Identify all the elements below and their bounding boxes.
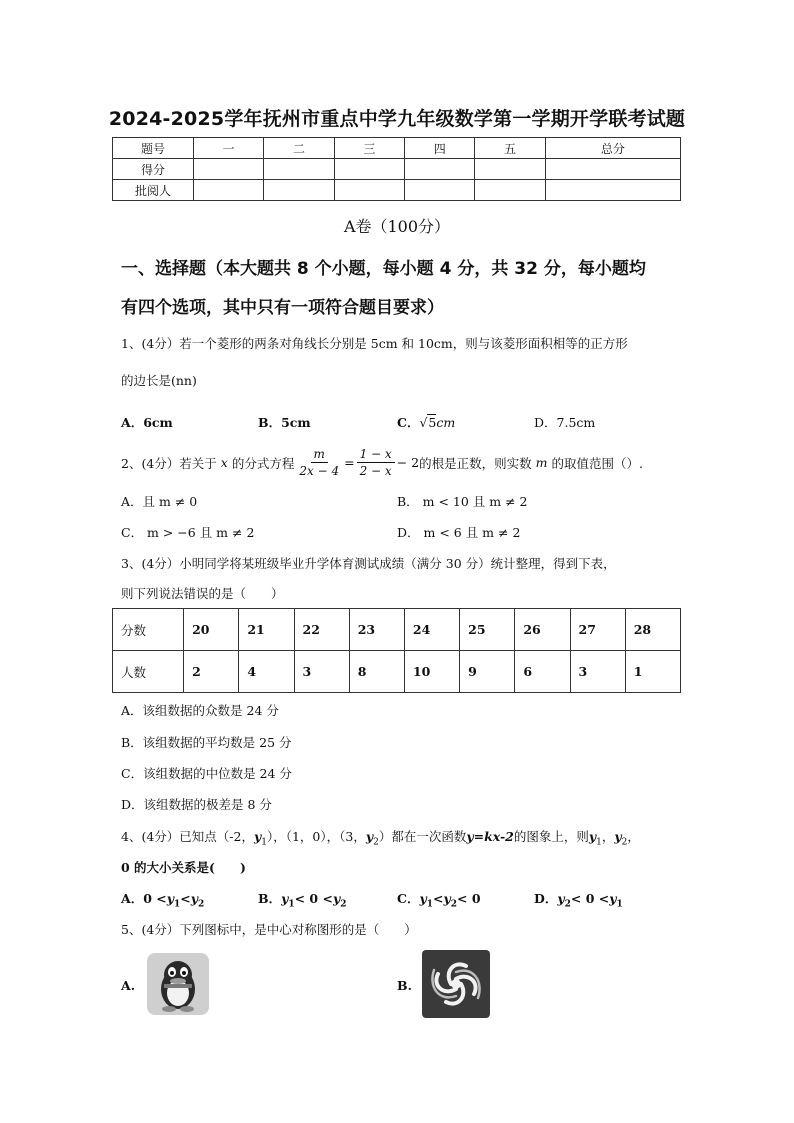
q2-option-a: A．且 m ≠ 0 (121, 494, 198, 509)
score-table-cell (475, 159, 545, 180)
table-cell: 24 (404, 609, 459, 651)
q4-y: y (253, 829, 262, 844)
score-table-cell: 批阅人 (113, 180, 194, 201)
q4-y: y (588, 829, 597, 844)
q1-option-c-unit: cm (436, 415, 456, 430)
score-table-cell (475, 180, 545, 201)
table-cell: 21 (239, 609, 294, 651)
q4-opt-d-label: D． (534, 891, 558, 906)
q4-y: y (609, 891, 617, 906)
q2-suffix1: 的根是正数，则实数 (419, 455, 532, 471)
table-cell: 8 (349, 651, 404, 693)
table-cell: 4 (239, 651, 294, 693)
q2-minus2: − 2 (396, 455, 420, 470)
q4-option-d (534, 889, 623, 910)
volume-label: A卷（100分） (343, 217, 451, 236)
q2-equals: = (344, 455, 355, 470)
q4-opt-a-label: A．0 < (121, 891, 167, 906)
score-table-row (113, 180, 681, 201)
q2-option-c: C． m > −6 且 m ≠ 2 (121, 525, 255, 540)
q2-fraction-2 (357, 446, 395, 479)
q2-var-m: m (535, 455, 548, 470)
q4-lt: < (432, 891, 444, 906)
q2-mid: 的分式方程 (231, 455, 295, 471)
score-table-cell (334, 159, 404, 180)
table-cell: 1 (625, 651, 680, 693)
table-cell: 23 (349, 609, 404, 651)
q4-y: y (614, 829, 622, 844)
table-cell: 20 (184, 609, 239, 651)
q4-sub: 1 (426, 899, 433, 910)
q3-score-table (112, 608, 681, 693)
q4-stem-line1 (121, 827, 640, 848)
q4-y: y (332, 891, 341, 906)
section-heading-line1: 一、选择题（本大题共 8 个小题，每小题 4 分，共 32 分，每小题均 (121, 259, 646, 279)
q4-lt0: < 0 (457, 891, 481, 906)
q4-lt0b: < 0 < (294, 891, 333, 906)
q2-var-x: x (220, 455, 228, 470)
q4-sub: 2 (373, 837, 379, 848)
q4-y: y (190, 891, 199, 906)
sqrt-symbol: √ (419, 415, 428, 430)
q4-part4: 的图象上，则 (513, 829, 589, 844)
table-cell: 3 (294, 651, 349, 693)
score-table-cell: 题号 (113, 138, 194, 159)
q4-option-b (258, 889, 347, 910)
q1-stem-line2: 的边长是(nn) (121, 373, 197, 388)
q2-fraction-1-num: m (311, 446, 328, 463)
q4-part1: 4、(4分）已知点（-2， (121, 829, 254, 844)
score-table-cell: 四 (405, 138, 475, 159)
score-table (112, 137, 681, 201)
table-cell: 22 (294, 609, 349, 651)
q4-y: y (419, 891, 427, 906)
q3-table-row-counts (113, 651, 681, 693)
q4-part2: ），（1，0），（3， (266, 829, 366, 844)
q4-sub: 1 (616, 899, 623, 910)
q1-option-c (397, 413, 455, 431)
q4-option-a (121, 889, 204, 910)
q4-sub: 1 (174, 899, 181, 910)
q2-option-d: D． m < 6 且 m ≠ 2 (397, 525, 521, 540)
q4-y: y (166, 891, 174, 906)
score-table-cell: 一 (194, 138, 264, 159)
q4-sub: 2 (340, 899, 347, 910)
score-table-header-row (113, 138, 681, 159)
q1-option-c-radicand: 5 (428, 415, 437, 430)
q4-sub: 2 (564, 899, 571, 910)
q2-stem (121, 446, 643, 479)
q4-opt-b-label: B． (258, 891, 282, 906)
q4-y: y (443, 891, 451, 906)
q4-lt0b: < 0 < (570, 891, 610, 906)
table-cell: 2 (184, 651, 239, 693)
score-table-cell (334, 180, 404, 201)
q2-fraction-1 (296, 446, 342, 479)
table-cell: 人数 (113, 651, 184, 693)
q4-y: y (557, 891, 565, 906)
table-cell: 25 (460, 609, 515, 651)
q4-option-c (397, 889, 481, 910)
q3-stem-line1: 3、(4分）小明同学将某班级毕业升学体育测试成绩（满分 30 分）统计整理，得到下表， (121, 556, 616, 571)
q3-option-c: C．该组数据的中位数是 24 分 (121, 766, 292, 781)
q1-option-c-label: C． (397, 415, 420, 430)
q2-fraction-2-den: 2 − x (359, 464, 392, 478)
q4-function: y=kx-2 (466, 829, 514, 844)
q5-option-a: A. (121, 978, 136, 993)
section-heading-line2: 有四个选项，其中只有一项符合题目要求） (121, 298, 444, 318)
score-table-cell: 二 (264, 138, 334, 159)
q4-sub: 2 (450, 899, 457, 910)
q2-suffix2: 的取值范围（）. (551, 455, 643, 471)
q4-comma: ， (627, 829, 640, 844)
q4-y: y (365, 829, 374, 844)
q4-sub: 1 (596, 837, 602, 848)
q4-sub: 1 (261, 837, 267, 848)
page-title: 2024-2025学年抚州市重点中学九年级数学第一学期开学联考试题 (108, 108, 686, 130)
q4-sub: 1 (288, 899, 295, 910)
q3-table-row-scores (113, 609, 681, 651)
score-table-cell: 得分 (113, 159, 194, 180)
q4-sub: 2 (198, 899, 205, 910)
q4-part3: ）都在一次函数 (378, 829, 467, 844)
table-cell: 28 (625, 609, 680, 651)
q1-option-b: B．5cm (258, 415, 311, 430)
q5-stem: 5、(4分）下列图标中，是中心对称图形的是（ ） (121, 922, 417, 937)
q3-option-d: D．该组数据的极差是 8 分 (121, 797, 272, 812)
score-table-cell: 三 (334, 138, 404, 159)
table-cell: 26 (515, 609, 570, 651)
score-table-cell (194, 180, 264, 201)
table-cell: 分数 (113, 609, 184, 651)
q4-comma: ， (601, 829, 615, 844)
q2-fraction-1-den: 2x − 4 (299, 464, 340, 478)
spiral-icon (422, 950, 490, 1018)
score-table-cell: 总分 (545, 138, 680, 159)
table-cell: 6 (515, 651, 570, 693)
q4-lt: < (180, 891, 191, 906)
q2-option-b: B． m < 10 且 m ≠ 2 (397, 494, 528, 509)
score-table-cell (545, 180, 680, 201)
q3-option-a: A．该组数据的众数是 24 分 (121, 703, 279, 718)
q2-fraction-2-num: 1 − x (357, 446, 395, 463)
q1-option-d: D．7.5cm (534, 415, 596, 430)
score-table-cell (264, 180, 334, 201)
score-table-cell (194, 159, 264, 180)
table-cell: 10 (404, 651, 459, 693)
table-cell: 27 (570, 609, 625, 651)
q4-y: y (281, 891, 289, 906)
q1-option-a: A．6cm (121, 415, 173, 430)
table-cell: 9 (460, 651, 515, 693)
q1-stem-line1: 1、(4分）若一个菱形的两条对角线长分别是 5cm 和 10cm，则与该菱形面积相等的正方形 (121, 336, 628, 351)
q4-sub: 2 (621, 837, 628, 848)
q3-stem-line2: 则下列说法错误的是（ ） (121, 586, 284, 601)
q3-option-b: B．该组数据的平均数是 25 分 (121, 735, 292, 750)
q2-prefix: 2、(4分）若关于 (121, 455, 217, 471)
score-table-cell (405, 159, 475, 180)
score-table-cell (545, 159, 680, 180)
penguin-icon (147, 953, 209, 1015)
score-table-cell (405, 180, 475, 201)
q5-option-b: B. (397, 978, 412, 993)
q4-opt-c-label: C． (397, 891, 420, 906)
score-table-cell (264, 159, 334, 180)
score-table-cell: 五 (475, 138, 545, 159)
q4-stem-line2: 0 的大小关系是( ) (121, 860, 246, 875)
table-cell: 3 (570, 651, 625, 693)
score-table-row (113, 159, 681, 180)
